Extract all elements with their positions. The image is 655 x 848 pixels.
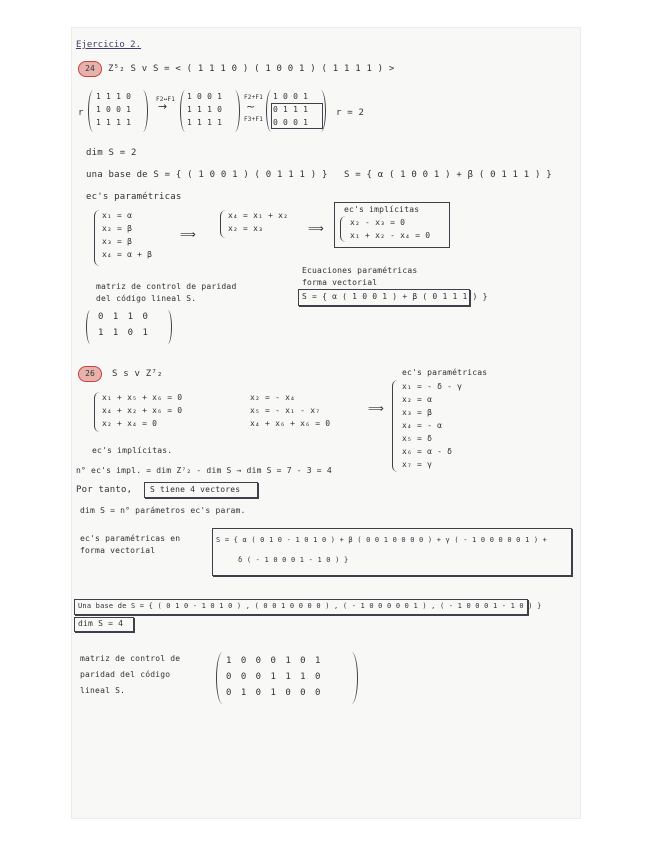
- span-24: S = { α ( 1 0 0 1 ) + β ( 0 1 1 1 ) }: [344, 170, 552, 180]
- vector-form-24: S = { α ( 1 0 0 1 ) + β ( 0 1 1 1 ) }: [302, 292, 488, 301]
- matrix-c-row-2: 0 1 1 1: [273, 105, 309, 114]
- problem-24-statement: Z⁵₂ S v S = < ( 1 1 1 0 ) ( 1 0 0 1 ) ( 1 1 1 1 ) >: [108, 64, 395, 74]
- dim-box-26-text: dim S = 4: [78, 619, 124, 628]
- control-label-26-a: matriz de control de: [80, 654, 181, 663]
- param26-eq-3: x₃ = β: [402, 408, 433, 417]
- problem-24-badge: 24: [78, 61, 102, 77]
- dim-line-26: dim S = n° parámetros ec's param.: [80, 506, 246, 515]
- matrix-b-row-1: 1 0 0 1: [187, 92, 223, 101]
- vectors-box-text: S tiene 4 vectores: [150, 485, 241, 494]
- row-op-1: F2↔F1: [156, 96, 176, 103]
- implicit-eq-2: x₁ + x₂ - x₄ = 0: [350, 231, 431, 240]
- param-eq-1: x₁ = α: [102, 211, 133, 220]
- mid-eq-1: x₄ = x₁ + x₂: [228, 211, 289, 220]
- param26-eq-5: x₅ = δ: [402, 434, 433, 443]
- vector-label-26-b: forma vectorial: [80, 546, 156, 555]
- eqs-a-2: x₄ + x₂ + x₆ = 0: [102, 406, 183, 415]
- base-line-26: Una base de S = { ( 0 1 0 - 1 0 1 0 ) , ( 0 0 1 0 0 0 0 ) , ( - 1 0 0 0 0 0 1 ) , ( - 1 0 0 0 1 - 1 0 ) }: [78, 602, 542, 610]
- pivot-box: [271, 103, 323, 129]
- implicit-brace-24: [340, 216, 346, 242]
- param26-eq-4: x₄ = - α: [402, 421, 443, 430]
- notebook-page: [72, 28, 580, 818]
- control-26-row-2: 0 0 0 1 1 1 0: [226, 672, 323, 682]
- row-op-2: F2+F1: [244, 94, 264, 101]
- param26-eq-1: x₁ = - δ - γ: [402, 382, 463, 391]
- implicit-header-24: ec's implícitas: [344, 205, 420, 214]
- param-eq-4: x₄ = α + β: [102, 250, 153, 259]
- matrix-a-row-3: 1 1 1 1: [96, 118, 132, 127]
- count-line-26: n° ec's impl. = dim Z⁷₂ - dim S → dim S = 7 - 3 = 4: [76, 466, 332, 475]
- matrix-b-row-2: 1 1 1 0: [187, 105, 223, 114]
- param26-eq-6: x₆ = α - δ: [402, 447, 453, 456]
- implicit-label-26: ec's implícitas.: [92, 446, 173, 455]
- rank-value: r = 2: [336, 108, 365, 118]
- vector-header-24-b: forma vectorial: [302, 278, 378, 287]
- mid-eq-2: x₂ = x₃: [228, 224, 264, 233]
- mid-brace-24: [220, 210, 227, 238]
- vector-label-26-a: ec's paramétricas en: [80, 534, 181, 543]
- eqs-a-1: x₁ + x₅ + x₆ = 0: [102, 393, 183, 402]
- control-26-row-1: 1 0 0 0 1 0 1: [226, 656, 323, 666]
- param-eq-2: x₂ = β: [102, 224, 133, 233]
- problem-26-statement: S s v Z⁷₂: [112, 369, 163, 379]
- vector-line-26-1: S = { α ( 0 1 0 - 1 0 1 0 ) + β ( 0 0 1 0 0 0 0 ) + γ ( - 1 0 0 0 0 0 1 ) +: [216, 536, 548, 544]
- param26-eq-2: x₂ = α: [402, 395, 433, 404]
- problem-26-badge: 26: [78, 366, 102, 382]
- control-24-row-1: 0 1 1 0: [98, 312, 150, 322]
- por-tanto: Por tanto,: [76, 485, 133, 495]
- exercise-title: Ejercicio 2.: [76, 40, 142, 50]
- param-eq-3: x₃ = β: [102, 237, 133, 246]
- row-op-2-arrow: ~: [246, 100, 256, 113]
- control-26-row-3: 0 1 0 1 0 0 0: [226, 688, 323, 698]
- param-header-26: ec's paramétricas: [402, 368, 488, 377]
- control-label-24-b: del código lineal S.: [96, 294, 197, 303]
- matrix-c-row-3: 0 0 0 1: [273, 118, 309, 127]
- matrix-b-row-3: 1 1 1 1: [187, 118, 223, 127]
- control-label-26-c: lineal S.: [80, 686, 126, 695]
- param26-eq-7: x₇ = γ: [402, 460, 433, 469]
- implies-arrow-3: ⟹: [368, 402, 384, 415]
- row-op-1-arrow: →: [158, 100, 168, 113]
- implies-arrow-1: ⟹: [180, 228, 196, 241]
- eqs-b-3: x₄ + x₆ + x₆ = 0: [250, 419, 331, 428]
- param-header-24: ec's paramétricas: [86, 192, 182, 202]
- param-brace-24: [94, 210, 101, 266]
- implicit-eq-1: x₂ - x₃ = 0: [350, 218, 406, 227]
- param-brace-26: [392, 380, 399, 472]
- matrix-a-row-1: 1 1 1 0: [96, 92, 132, 101]
- implies-arrow-2: ⟹: [308, 222, 324, 235]
- matrix-a-row-2: 1 0 0 1: [96, 105, 132, 114]
- rank-prefix: r: [78, 108, 84, 118]
- control-label-26-b: paridad del código: [80, 670, 171, 679]
- eqs-b-2: x₅ = - x₁ - x₇: [250, 406, 321, 415]
- matrix-c-row-1: 1 0 0 1: [273, 92, 309, 101]
- eqs-a-3: x₂ + x₄ = 0: [102, 419, 158, 428]
- dim-24: dim S = 2: [86, 148, 137, 158]
- vector-line-26-2: δ ( - 1 0 0 0 1 - 1 0 ) }: [238, 556, 349, 564]
- row-op-3: F3+F1: [244, 116, 264, 123]
- control-24-row-2: 1 1 0 1: [98, 328, 150, 338]
- control-label-24-a: matriz de control de paridad: [96, 282, 237, 291]
- vector-header-24-a: Ecuaciones paramétricas: [302, 266, 418, 275]
- eqs-b-1: x₂ = - x₄: [250, 393, 296, 402]
- eqs-a-brace: [94, 392, 101, 432]
- base-24: una base de S = { ( 1 0 0 1 ) ( 0 1 1 1 ) }: [86, 170, 328, 180]
